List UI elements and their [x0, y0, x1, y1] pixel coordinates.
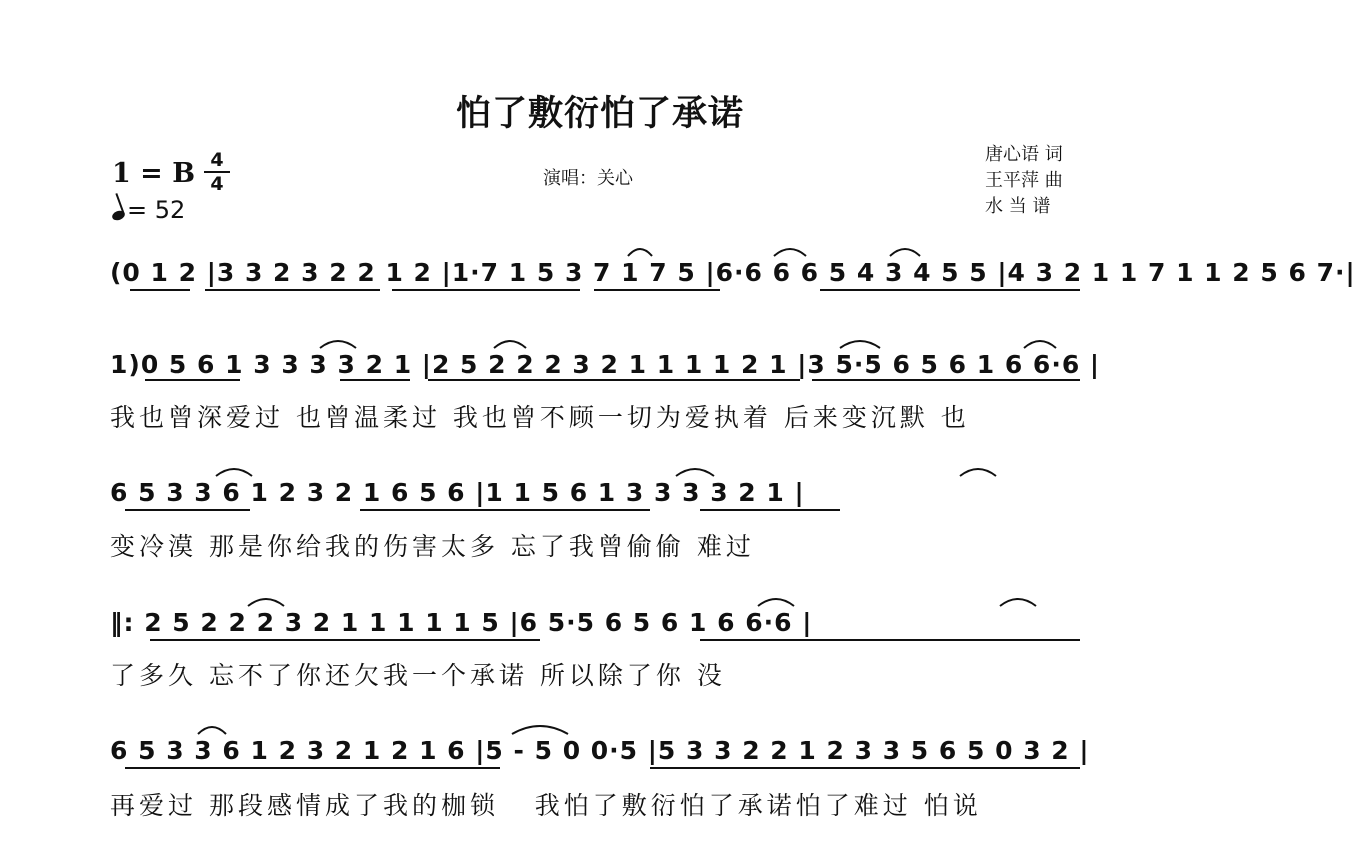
key-signature: 1 = B	[112, 158, 196, 189]
tempo-value: = 52	[127, 196, 186, 224]
score-line-4-notes: ‖: 2 5 2 2 2 3 2 1 1 1 1 1 5 |6 5·5 6 5 6 1 6 6·6 |	[110, 608, 813, 637]
score-line-1-notes: (0 1 2 |3 3 2 3 2 2 1 2 |1·7 1 5 3 7 1 7 5 |6·6 6 6 5 4 3 4 5 5 |4 3 2 1 1 7 1 1 2 5 6 7·|	[110, 258, 1356, 287]
time-signature	[204, 150, 230, 194]
lyrics-line-1: 我也曾深爱过 也曾温柔过 我也曾不顾一切为爱执着 后来变沉默 也	[110, 403, 970, 432]
tempo-marking	[112, 196, 185, 224]
score-line-3-notes: 6 5 3 3 6 1 2 3 2 1 6 5 6 |1 1 5 6 1 3 3 3 3 2 1 |	[110, 478, 805, 507]
time-signature-bottom: 4	[210, 173, 224, 195]
score-line-2-notes: 1)0 5 6 1 3 3 3 3 2 1 |2 5 2 2 2 3 2 1 1 1 1 2 1 |3 5·5 6 5 6 1 6 6·6 |	[110, 350, 1101, 379]
quarter-note-icon	[111, 209, 126, 222]
score-line-4	[110, 598, 1090, 650]
score-line-5-notes: 6 5 3 3 6 1 2 3 2 1 2 1 6 |5 - 5 0 0·5 |5 3 3 2 2 1 2 3 3 5 6 5 0 3 2 |	[110, 736, 1090, 765]
lyrics-line-2: 变冷漠 那是你给我的伤害太多 忘了我曾偷偷 难过	[110, 532, 755, 561]
score-line-5	[110, 726, 1090, 778]
score-line-3	[110, 468, 1090, 520]
time-signature-top: 4	[210, 149, 224, 171]
score-line-2	[110, 340, 1101, 392]
lyrics-line-4: 再爱过 那段感情成了我的枷锁 我怕了敷衍怕了承诺怕了难过 怕说	[110, 791, 982, 820]
transcriber-credit: 水 当 谱	[985, 196, 1051, 217]
page-title: 怕了敷衍怕了承诺	[455, 94, 744, 134]
lyricist-credit: 唐心语 词	[985, 144, 1063, 165]
composer-credit: 王平萍 曲	[985, 170, 1063, 191]
score-line-1	[110, 248, 1356, 300]
lyrics-line-3: 了多久 忘不了你还欠我一个承诺 所以除了你 没	[110, 661, 726, 690]
singer-credit: 演唱：关心	[543, 168, 633, 189]
